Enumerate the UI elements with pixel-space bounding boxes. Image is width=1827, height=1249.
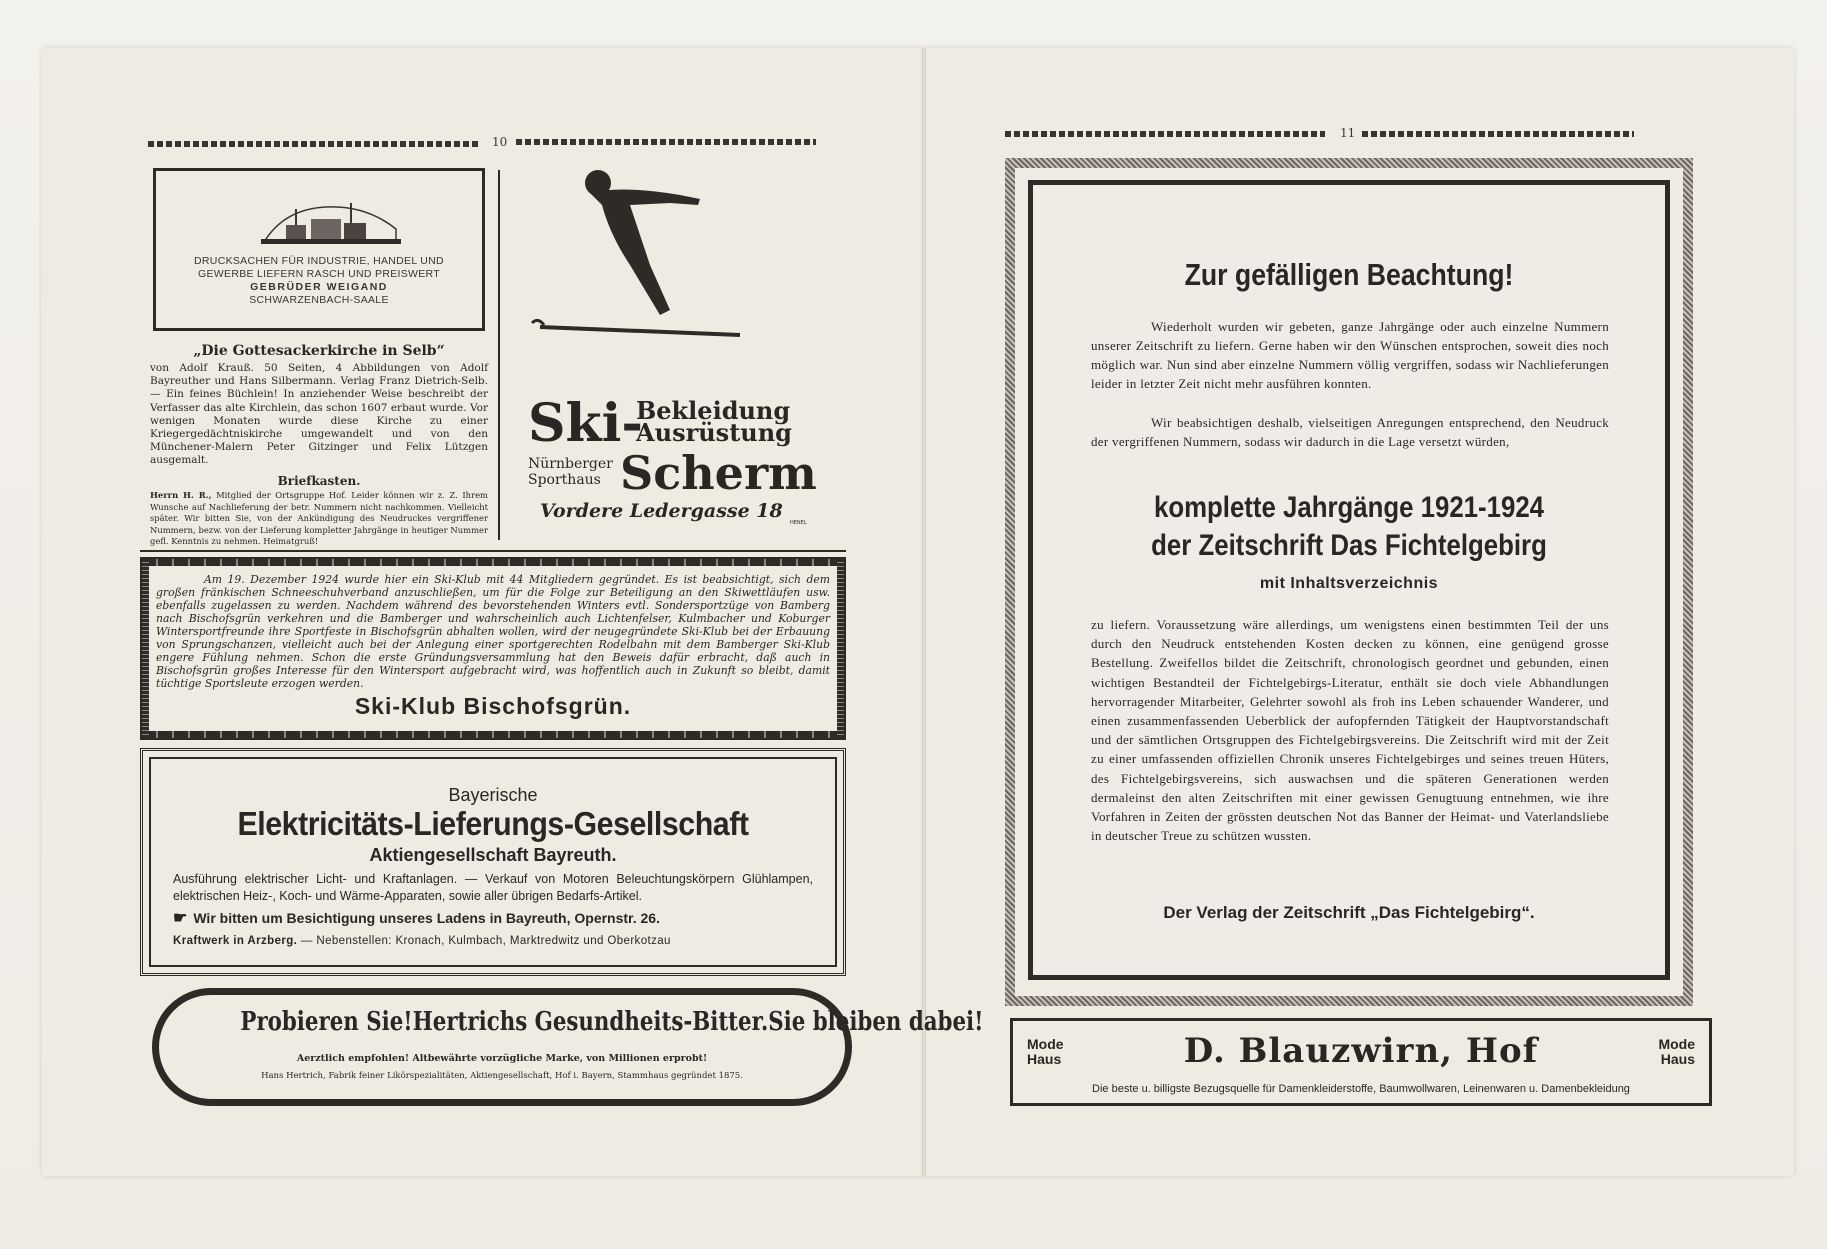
ski-ad-address: Vordere Ledergasse 18	[540, 500, 783, 522]
notice-para3: zu liefern. Voraussetzung wäre allerdings, um wenigstens einen bestimmten Teil der uns durch den Neudruck entstehenden Kosten decken zu können, eine genügend grosse Bestellung. Zweifellos bildet die Zeitschrift, chronologisch geordnet und gebunden, einen wichtigen Bestandteil der Fichtelgebirgs-Literatur, enthält sie doch viele Abhandlungen hervorragender Mitarbeiter, Gelehrter sowohl als froh ins Leben schauender Wanderer, und einen zusammenfassenden Ueberblick der aufopfernden Tätigkeit der Hauptvorstandschaft und der sämtlichen Ortsgruppen des Fichtelgebirgsvereins. Die Zeitschrift wird mit der Zeit zu einer umfassenden offiziellen Chronik unseres Fichtelgebirges und seines treuen Hüters, des Fichtelgebirgsvereins, sich auswachsen und die späteren Generationen werden dermaleinst den alten Zeitschriften mit einer gewissen Genugtuung entnehmen, wie ihre Vorfahren in Zeiten der grössten deutschen Not das Banner der Heimat- und Vaterlandsliebe in deutscher Treue zu schützen wussten.	[1091, 617, 1609, 844]
bitter-ad-line2: Aerztlich empfohlen! Altbewährte vorzügliche Marke, von Millionen erprobt!	[296, 1053, 708, 1064]
notice-para1: Wiederholt wurden wir gebeten, ganze Jahrgänge oder auch einzelne Nummern unserer Zeitschrift zu liefern. Gerne haben wir den Wünschen entsprochen, soweit dies noch möglich war. Nun sind aber einzelne Nummern völlig vergriffen, sodass wir Nachlieferungen leider in letzter Zeit nicht mehr ausführen konnten.	[1091, 319, 1609, 391]
section-divider	[140, 550, 846, 552]
ski-ad-store-name: Scherm	[620, 446, 817, 500]
factory-illustration-icon	[256, 199, 406, 247]
header-rule-right-a	[1005, 131, 1325, 137]
printer-ad	[153, 168, 485, 331]
blauzwirn-name: D. Blauzwirn, Hof	[1183, 1031, 1539, 1071]
printer-ad-line2: GEWERBE LIEFERN RASCH UND PREISWERT	[198, 268, 440, 280]
blauzwirn-tag-left-2: Haus	[1027, 1051, 1062, 1067]
notice-headline1: komplette Jahrgänge 1921-1924	[1153, 491, 1545, 524]
header-rule-left-a	[148, 141, 480, 147]
book-notice-body: von Adolf Krauß. 50 Seiten, 4 Abbildungen von Adolf Bayreuther und Hans Silbermann. Verlag Franz Dietrich-Selb.— Ein feines Büchlein! In anziehender Weise beschreibt der Verfasser das alte Kirchlein, das schon 1607 erbaut wurde. Vor wenigen Monaten wurde diese Kirche zu einer Kriegergedächtniskirche umgewandelt und von den Münchener-Malern Peter Gitzinger und Felix Lützgen ausgemalt.	[150, 362, 488, 467]
printer-ad-company: GEBRÜDER WEIGAND	[250, 281, 388, 293]
ski-ad-store-line1: Nürnberger	[528, 456, 613, 472]
bitter-ad-headline-right: Sie bleiben dabei!	[768, 1007, 984, 1037]
ski-ad-ski: Ski-	[528, 393, 643, 454]
page-number-left: 10	[492, 135, 508, 149]
bitter-ad-headline-left: Probieren Sie!	[240, 1007, 413, 1037]
ski-jumper-illustration-icon	[530, 165, 750, 345]
book-notice-title: „Die Gottesackerkirche in Selb“	[193, 343, 445, 359]
blauzwirn-tagline: Die beste u. billigste Bezugsquelle für Damenkleiderstoffe, Baumwollwaren, Leinenwaren u. Damenbekleidung	[1092, 1083, 1630, 1095]
electric-ad-body: Ausführung elektrischer Licht- und Kraftanlagen. — Verkauf von Motoren Beleuchtungskörpern Glühlampen, elektrischen Heiz-, Koch- und Wärme-Apparaten, sowie aller übrigen Bedarfs-Artikel.	[173, 872, 813, 903]
blauzwirn-tag-right-1: Mode	[1658, 1036, 1695, 1052]
ski-ad-store-line2: Sporthaus	[528, 472, 601, 488]
column-divider	[498, 170, 500, 540]
ski-club-signature: Ski-Klub Bischofsgrün.	[354, 693, 632, 719]
electric-ad-pre: Bayerische	[448, 785, 538, 805]
briefkasten-body: Mitglied der Ortsgruppe Hof. Leider können wir z. Z. Ihrem Wunsche auf Nachlieferung der betr. Nummern nicht nachkommen. Vielleicht später. Wir bitten Sie, von der Ankündigung des Neudruckes vergriffener Nummern, bezw. von der Lieferung kompletter Jahrgänge in heutiger Nummer gefl. Kenntnis zu nehmen. Heimatgruß!	[150, 490, 488, 546]
electric-ad-title: Elektricitäts-Lieferungs-Gesellschaft	[237, 805, 749, 842]
blauzwirn-ad	[1010, 1018, 1712, 1106]
briefkasten-recipient: Herrn H. R.,	[150, 490, 212, 500]
printer-ad-line1: DRUCKSACHEN FÜR INDUSTRIE, HANDEL UND	[194, 255, 444, 267]
electric-ad-visit-row	[173, 908, 823, 928]
electric-ad-subtitle: Aktiengesellschaft Bayreuth.	[369, 845, 617, 865]
pointing-hand-icon: ☛	[173, 910, 188, 927]
bitter-ad-line3: Hans Hertrich, Fabrik feiner Likörspezialitäten, Aktiengesellschaft, Hof i. Bayern, Stammhaus gegründet 1875.	[261, 1071, 743, 1081]
electric-ad-footer-bold: Kraftwerk in Arzberg.	[173, 935, 298, 947]
header-rule-left-b	[516, 139, 816, 145]
decorative-border-bottom	[142, 731, 844, 738]
notice-para2: Wir beabsichtigen deshalb, vielseitigen Anregungen entsprechend, den Neudruck der vergriffenen Nummern, sodass wir dadurch in die Lage versetzt würden,	[1091, 415, 1609, 449]
notice-box	[1028, 180, 1670, 980]
printer-ad-city: SCHWARZENBACH-SAALE	[249, 294, 389, 306]
header-rule-right-b	[1362, 131, 1634, 137]
notice-title: Zur gefälligen Beachtung!	[1184, 257, 1514, 292]
ski-club-notice	[140, 557, 846, 740]
notice-headline2: der Zeitschrift Das Fichtelgebirg	[1151, 529, 1547, 562]
bitter-ad-headline-mid: Hertrichs Gesundheits-Bitter.	[412, 1007, 769, 1037]
ski-ad-bekleidung: Bekleidung	[636, 396, 791, 425]
electric-ad-footer	[173, 935, 823, 947]
electric-company-ad	[140, 748, 846, 976]
blauzwirn-tag-right	[1658, 1037, 1695, 1067]
book-notice	[150, 343, 488, 468]
briefkasten	[150, 474, 488, 548]
decorative-border-top	[142, 559, 844, 566]
blauzwirn-tag-left-1: Mode	[1027, 1036, 1064, 1052]
briefkasten-title: Briefkasten.	[277, 474, 361, 488]
notice-headline3: mit Inhaltsverzeichnis	[1259, 575, 1439, 592]
blauzwirn-tag-left	[1027, 1037, 1064, 1067]
ski-club-body: Am 19. Dezember 1924 wurde hier ein Ski-Klub mit 44 Mitgliedern gegründet. Es ist beabsichtigt, sich dem großen fränkischen Schneeschuhverband anzuschließen, um für die Folge zur Beteiligung an den Skiwettläufen usw. ebenfalls zugelassen zu werden. Nachdem während des bevorstehenden Winters evtl. Sondersportzüge von Bamberg nach Bischofsgrün verkehren und die Bamberger und wahrscheinlich auch Lichtenfelser, Kulmbacher und Koburger Wintersportfreunde ihre Sportfeste in Bischofsgrün abhalten wollen, wird der neugegründete Ski-Klub bei der Erbauung von Sprungschanzen, vielleicht auch bei der Anlegung einer sportgerechten Rodelbahn mit dem Bamberger Ski-Klub engere Fühlung nehmen. Schon die erste Gründungsversammlung hat den Beweis dafür erbracht, daß auch in Bischofsgrün großes Interesse für den Wintersport aufgebracht wird, was hoffentlich auch in Zukunft so bleibt, damit tüchtige Sportsleute erzogen werden.	[156, 573, 830, 690]
bitter-ad	[152, 988, 984, 1106]
page-number-right: 11	[1340, 126, 1356, 140]
electric-ad-footer-rest: — Nebenstellen: Kronach, Kulmbach, Marktredwitz und Oberkotzau	[297, 935, 671, 947]
ski-ad-artist: HENEL	[790, 520, 807, 526]
ski-ad-ausruestung: Ausrüstung	[636, 418, 792, 447]
electric-ad-visit: Wir bitten um Besichtigung unseres Ladens in Bayreuth, Opernstr. 26.	[193, 910, 660, 926]
notice-signature: Der Verlag der Zeitschrift „Das Fichtelgebirg“.	[1163, 903, 1535, 922]
blauzwirn-tag-right-2: Haus	[1660, 1051, 1695, 1067]
